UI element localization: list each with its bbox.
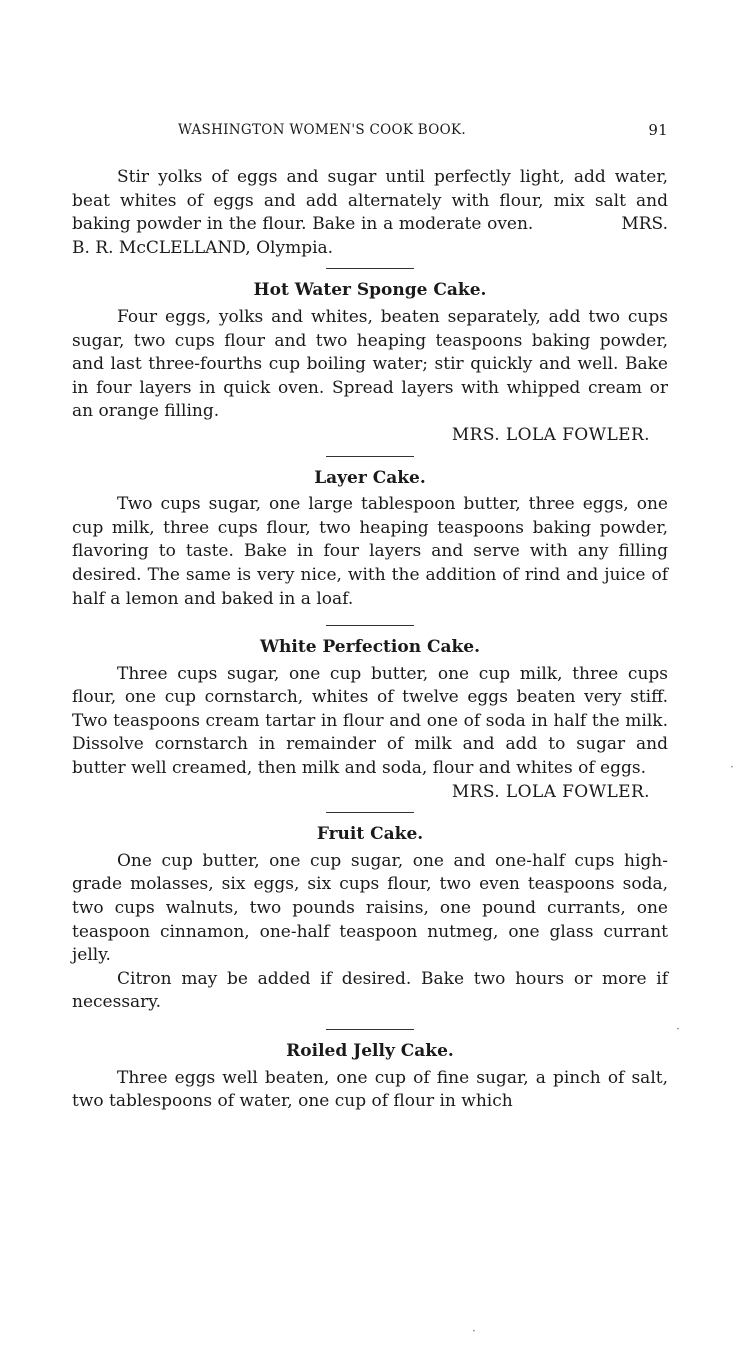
book-title: WASHINGTON WOMEN'S COOK BOOK. (178, 122, 466, 138)
intro-text: Stir yolks of eggs and sugar until perfectly light, add water, beat whites of eggs and add alternately with flour, mix salt and baking powder in the flour. Bake in a moderate oven. (72, 167, 668, 235)
section-divider (326, 1029, 414, 1030)
section-divider (326, 625, 414, 626)
print-speck: · (676, 1022, 680, 1036)
running-head (72, 118, 668, 142)
recipe-body: One cup butter, one cup sugar, one and one-half cups high-grade molasses, six eggs, six cups flour, two even teaspoons soda, two cups walnuts, two pounds raisins, one pound currants, one teaspoon cinnamon, one-half teaspoon nutmeg, one glass currant jelly. (72, 850, 668, 966)
recipe-body: Four eggs, yolks and whites, beaten separately, add two cups sugar, two cups flour and two heaping teaspoons baking powder, and last three-fourths cup boiling water; stir quickly and well. Bake in four layers in quick oven. Spread layers with whipped cream or an orange filling. (72, 306, 668, 422)
print-speck: · (730, 760, 734, 774)
recipe-body: Three cups sugar, one cup butter, one cup milk, three cups flour, one cup cornstarch, whites of twelve eggs beaten very stiff. Two teaspoons cream tartar in flour and one of soda in half the milk. Dissolve cornstarch in remainder of milk and add to sugar and butter well creamed, then milk and soda, flour and whites of eggs. (72, 663, 668, 779)
section-divider (326, 268, 414, 269)
intro-signature: MRS. B. R. McCLELLAND, Olympia. (72, 214, 668, 258)
recipe-body-continued: Citron may be added if desired. Bake two hours or more if necessary. (72, 968, 668, 1013)
intro-paragraph (72, 166, 668, 260)
page-number: 91 (648, 121, 668, 139)
recipe-signature: MRS. LOLA FOWLER. (451, 781, 650, 802)
recipe-body: Two cups sugar, one large tablespoon butter, three eggs, one cup milk, three cups flour, two heaping teaspoons baking powder, flavoring to taste. Bake in four layers and serve with any filling desired. The same is very nice, with the addition of rind and juice of half a lemon and baked in a loaf. (72, 494, 668, 609)
section-divider (326, 456, 414, 457)
recipe-title: White Perfection Cake. (259, 637, 481, 658)
book-page (72, 118, 668, 1114)
recipe-title: Layer Cake. (314, 467, 426, 488)
recipe-title: Hot Water Sponge Cake. (253, 280, 487, 301)
recipe-body: Three eggs well beaten, one cup of fine sugar, a pinch of salt, two tablespoons of water, one cup of flour in which (72, 1067, 668, 1112)
recipe-title: Fruit Cake. (316, 824, 424, 845)
recipe-title: Roiled Jelly Cake. (286, 1041, 454, 1061)
recipe-signature: MRS. LOLA FOWLER. (451, 424, 650, 445)
print-speck: · (472, 1324, 476, 1338)
section-divider (326, 812, 414, 813)
